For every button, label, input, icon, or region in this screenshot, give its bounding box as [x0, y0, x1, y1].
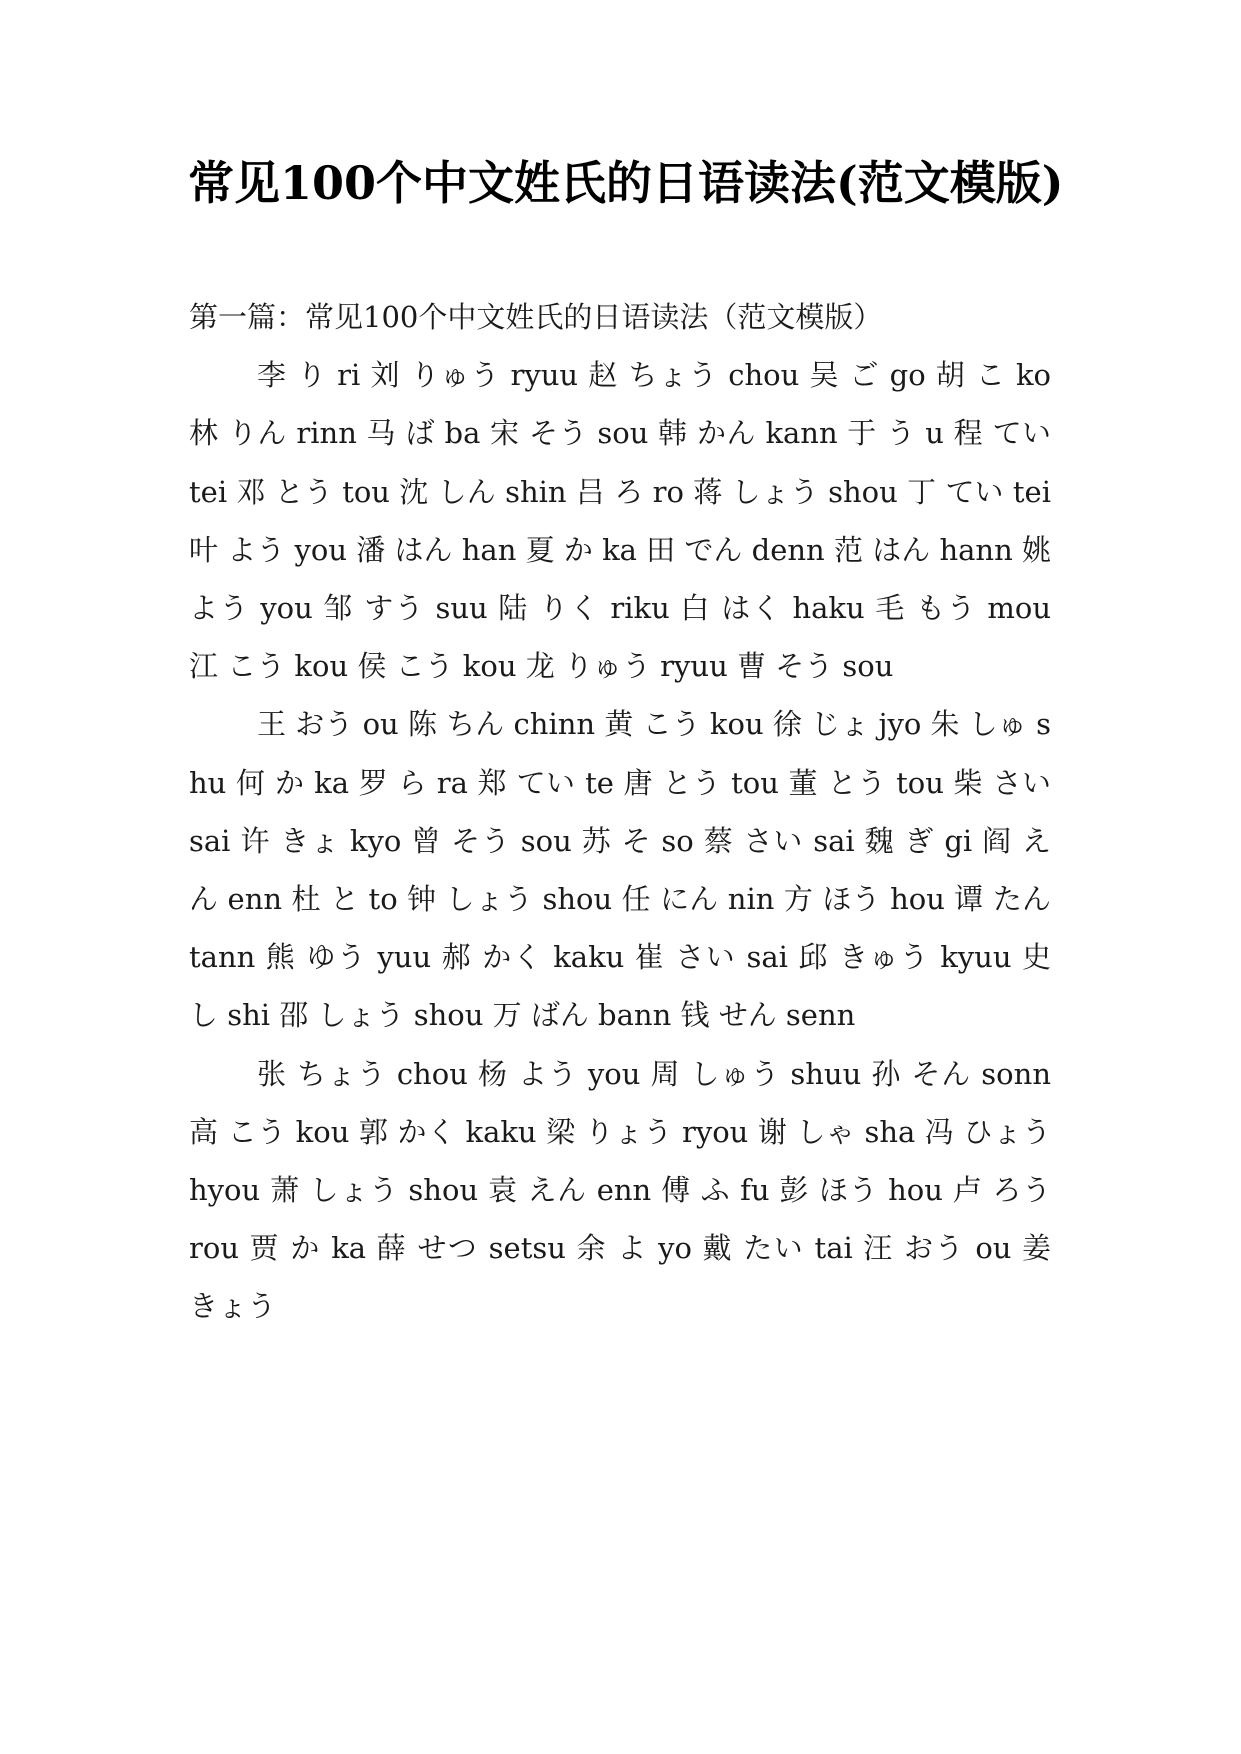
- document-title: 常见100个中文姓氏的日语读法(范文模版): [188, 156, 1064, 210]
- document-body: [189, 288, 1051, 1336]
- paragraph-2: 王 おう ou 陈 ちん chinn 黄 こう kou 徐 じょ jyo 朱 しゅ shu 何 か ka 罗 ら ra 郑 てい te 唐 とう tou 董 とう tou 柴 さい sai 许 きょ kyo 曾 そう sou 苏 そ so 蔡 さい sai 魏 ぎ gi 阎 えん enn 杜 と to 钟 しょう shou 任 にん nin 方 ほう hou 谭 たん tann 熊 ゆう yuu 郝 かく kaku 崔 さい sai 邱 きゅう kyuu 史 し shi 邵 しょう shou 万 ばん bann 钱 せん senn: [189, 707, 1051, 1033]
- paragraph-3: 张 ちょう chou 杨 よう you 周 しゅう shuu 孙 そん sonn 高 こう kou 郭 かく kaku 梁 りょう ryou 谢 しゃ sha 冯 ひょう hyou 萧 しょう shou 袁 えん enn 傅 ふ fu 彭 ほう hou 卢 ろう rou 贾 か ka 薛 せつ setsu 余 よ yo 戴 たい tai 汪 おう ou 姜 きょう: [189, 1056, 1051, 1324]
- paragraph-1: 李 り ri 刘 りゅう ryuu 赵 ちょう chou 吴 ご go 胡 こ ko 林 りん rinn 马 ば ba 宋 そう sou 韩 かん kann 于 う u 程 てい tei 邓 とう tou 沈 しん shin 吕 ろ ro 蒋 しょう shou 丁 てい tei 叶 よう you 潘 はん han 夏 か ka 田 でん denn 范 はん hann 姚 よう you 邹 すう suu 陆 りく riku 白 はく haku 毛 もう mou 江 こう kou 侯 こう kou 龙 りゅう ryuu 曹 そう sou: [189, 358, 1051, 684]
- section-heading: 第一篇：常见100个中文姓氏的日语读法（范文模版）: [189, 300, 883, 334]
